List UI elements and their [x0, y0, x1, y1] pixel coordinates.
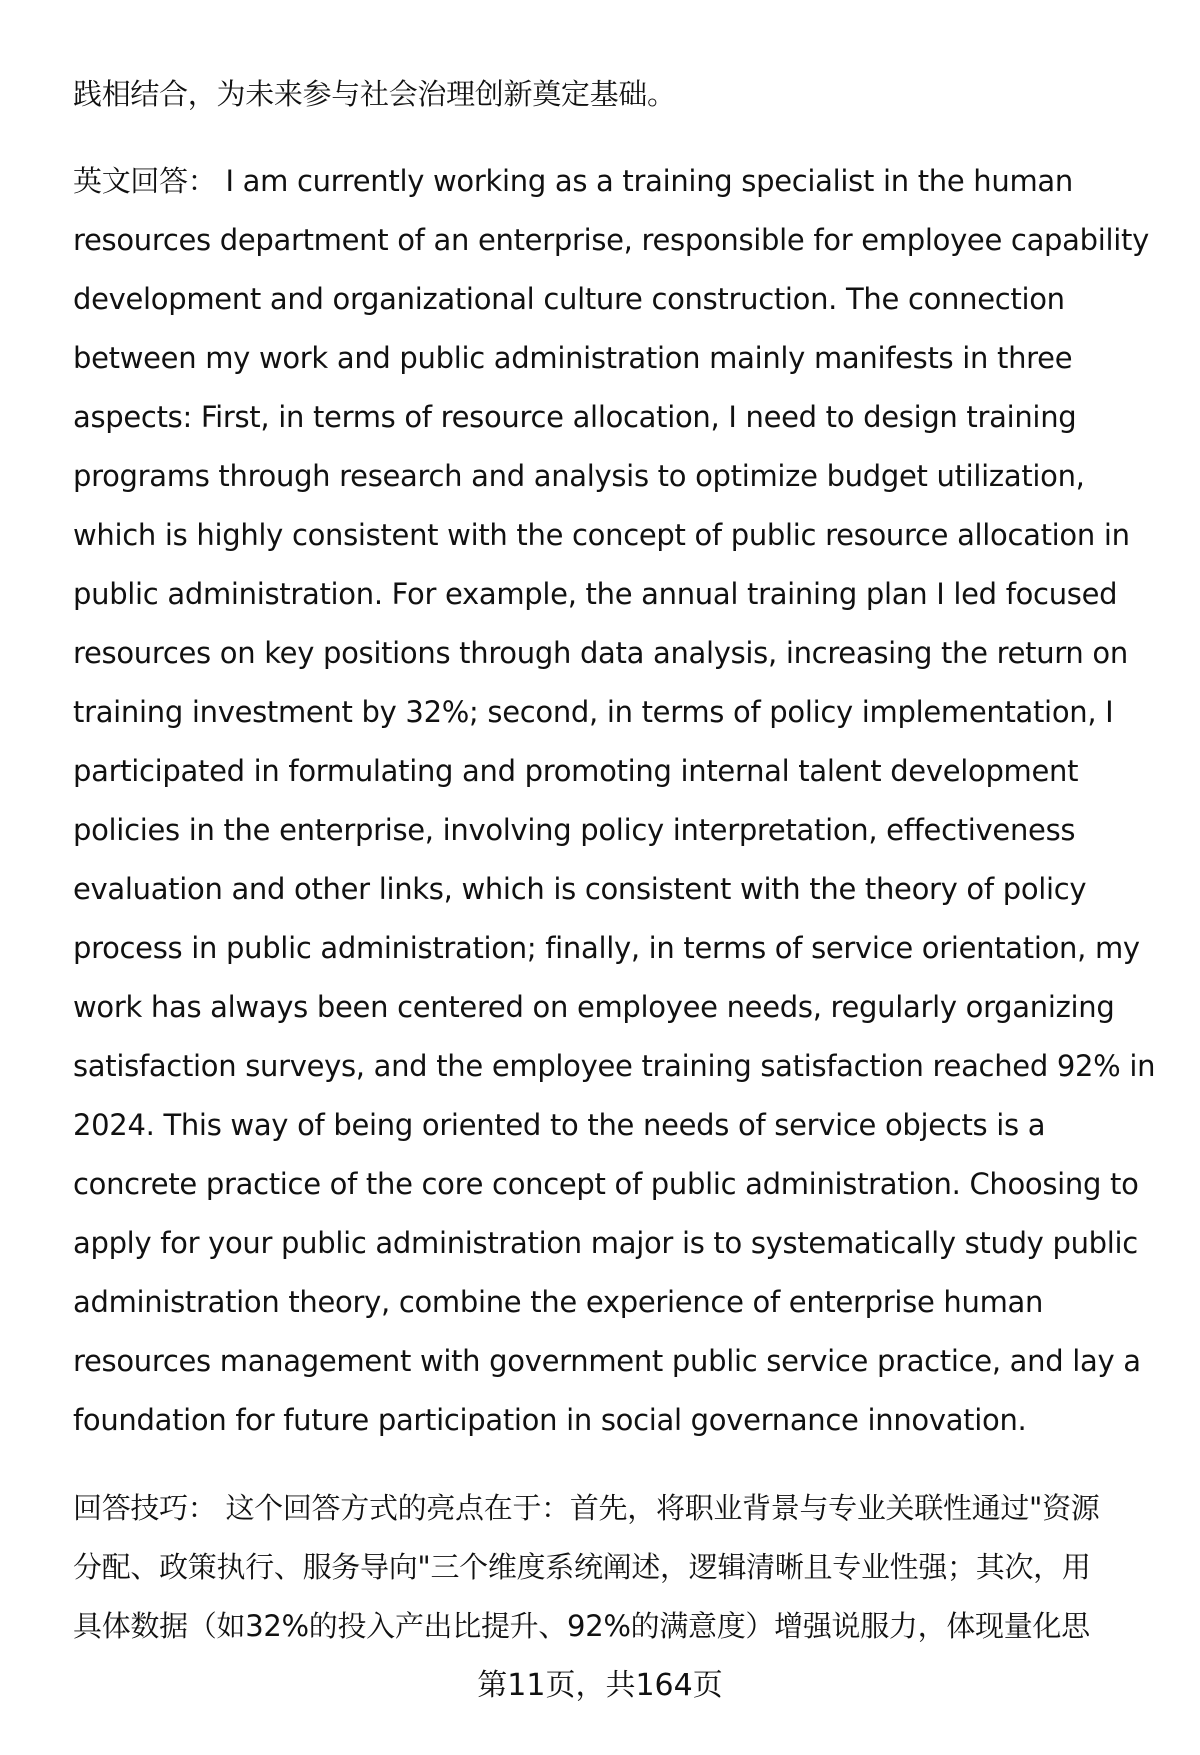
english-answer-line: public administration. For example, the annual training plan I led focused — [73, 577, 1118, 611]
tips-first-line — [73, 1488, 1099, 1528]
tips-line: 分配、政策执行、服务导向"三个维度系统阐述，逻辑清晰且专业性强；其次，用 — [73, 1550, 1091, 1584]
intro-tail-text: 践相结合，为未来参与社会治理创新奠定基础。 — [73, 77, 676, 111]
english-answer-line: between my work and public administration mainly manifests in three — [73, 341, 1073, 375]
english-answer-line: which is highly consistent with the concept of public resource allocation in — [73, 518, 1130, 552]
english-answer-line: resources on key positions through data analysis, increasing the return on — [73, 636, 1128, 670]
page-number-footer: 第11页，共164页 — [477, 1668, 723, 1703]
english-answer-line: work has always been centered on employee needs, regularly organizing — [73, 990, 1115, 1024]
english-answer-line: resources management with government public service practice, and lay a — [73, 1344, 1141, 1378]
english-answer-line: I am currently working as a training specialist in the human — [225, 164, 1073, 198]
tips-line: 这个回答方式的亮点在于：首先，将职业背景与专业关联性通过"资源 — [225, 1491, 1100, 1525]
english-answer-line: apply for your public administration major is to systematically study public — [73, 1226, 1138, 1260]
english-answer-line: policies in the enterprise, involving policy interpretation, effectiveness — [73, 813, 1076, 847]
english-answer-line: development and organizational culture construction. The connection — [73, 282, 1065, 316]
english-answer-label: 英文回答： — [73, 164, 217, 198]
english-answer-line: programs through research and analysis to optimize budget utilization, — [73, 459, 1085, 493]
english-answer-line: process in public administration; finally, in terms of service orientation, my — [73, 931, 1140, 965]
english-answer-line: training investment by 32%; second, in terms of policy implementation, I — [73, 695, 1114, 729]
english-answer-line: concrete practice of the core concept of public administration. Choosing to — [73, 1167, 1139, 1201]
tips-label: 回答技巧： — [73, 1491, 217, 1525]
english-answer-line: foundation for future participation in social governance innovation. — [73, 1403, 1027, 1437]
english-answer-line: 2024. This way of being oriented to the needs of service objects is a — [73, 1108, 1046, 1142]
english-answer-line: participated in formulating and promoting internal talent development — [73, 754, 1079, 788]
english-answer-line: evaluation and other links, which is consistent with the theory of policy — [73, 872, 1087, 906]
english-answer-first-line — [73, 161, 1073, 201]
english-answer-line: administration theory, combine the experience of enterprise human — [73, 1285, 1044, 1319]
tips-line: 具体数据（如32%的投入产出比提升、92%的满意度）增强说服力，体现量化思 — [73, 1609, 1090, 1643]
english-answer-line: satisfaction surveys, and the employee training satisfaction reached 92% in — [73, 1049, 1156, 1083]
english-answer-line: aspects: First, in terms of resource allocation, I need to design training — [73, 400, 1077, 434]
english-answer-line: resources department of an enterprise, responsible for employee capability — [73, 223, 1149, 257]
